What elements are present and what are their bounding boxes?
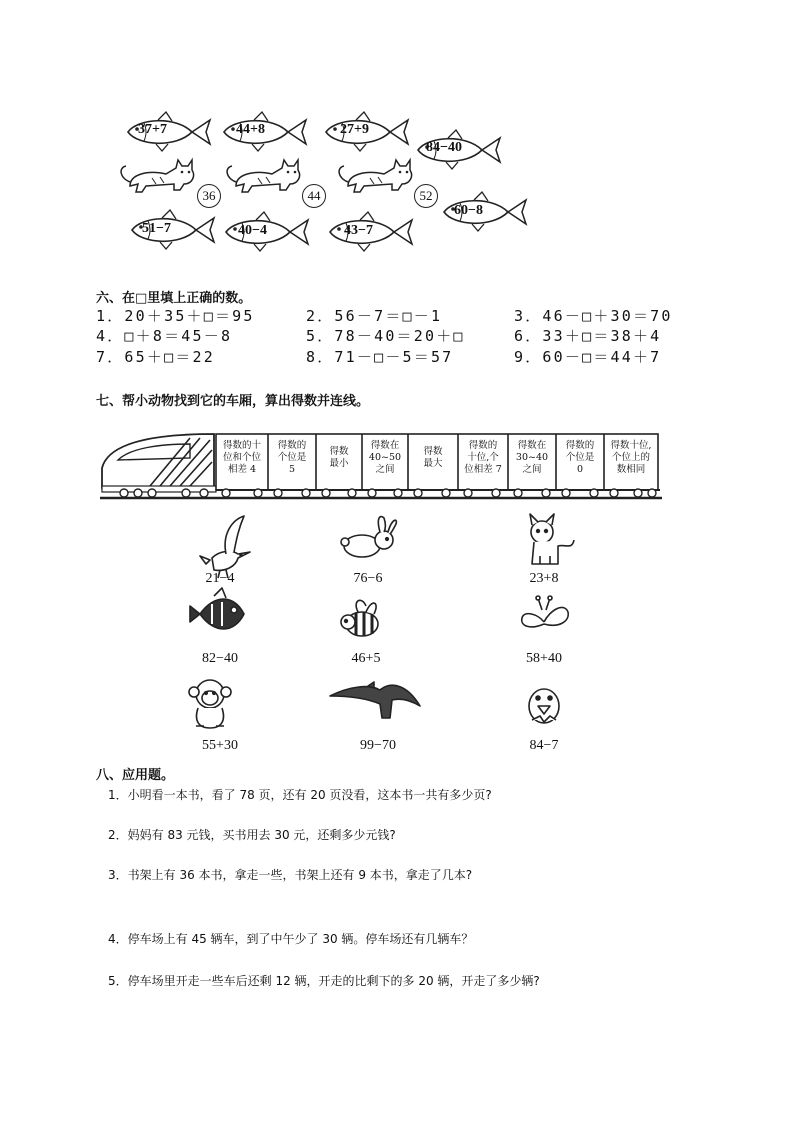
car-text-line: 最大	[423, 458, 443, 469]
cat-number: 52	[414, 184, 438, 208]
car-text-line: 数相同	[616, 464, 646, 475]
animal-expr-butterfly: 58+40	[526, 651, 562, 666]
animal-expr-rabbit: 76−6	[353, 571, 383, 586]
car-text-line: 得数在	[517, 440, 547, 451]
car-text-line: 得数十位,	[610, 440, 652, 451]
animal-expr-cat: 23+8	[529, 571, 559, 586]
section8-title: 八、应用题。	[96, 768, 175, 783]
cat-number: 36	[197, 184, 221, 208]
bee-icon	[341, 600, 378, 636]
animal-expr-fish: 82−40	[202, 651, 238, 666]
train-car-5[interactable]	[408, 446, 458, 470]
animal-expr-chick: 84−7	[529, 738, 559, 753]
equation-7: 7．65＋□＝22	[96, 348, 215, 366]
equation-5: 5．78－40＝20＋□	[306, 327, 465, 345]
cat-number: 44	[302, 184, 326, 208]
word-problem-5: 5．停车场里开走一些车后还剩 12 辆，开走的比剩下的多 20 辆，开走了多少辆?	[108, 974, 540, 988]
equation-4: 4．□＋8＝45－8	[96, 327, 233, 345]
car-text-line: 得数的	[468, 440, 498, 451]
car-text-line: 相差 4	[227, 464, 257, 475]
car-text-line: 位相差 7	[464, 464, 502, 475]
car-text-line: 得数在	[370, 440, 400, 451]
car-text-line: 之间	[375, 464, 395, 475]
train-car-2[interactable]	[268, 440, 316, 476]
section7-title: 七、帮小动物找到它的车厢，算出得数并连线。	[96, 394, 370, 409]
cat-1	[121, 160, 194, 192]
cat-2	[227, 160, 300, 192]
word-problem-1: 1．小明看一本书，看了 78 页，还有 20 页没看，这本书一共有多少页?	[108, 788, 492, 802]
animals-illustration	[0, 510, 794, 760]
car-text-line: 30~40	[515, 452, 549, 463]
car-text-line: 得数的	[277, 440, 307, 451]
car-text-line: 最小	[329, 458, 349, 469]
cat-3	[339, 160, 412, 192]
fish-cat-illustration	[0, 0, 794, 260]
fish-label: 51−7	[142, 221, 171, 236]
animal-expr-monkey: 55+30	[202, 738, 238, 753]
car-text-line: 个位上的	[611, 452, 650, 463]
train-car-4[interactable]	[362, 440, 408, 476]
car-text-line: 5	[288, 464, 296, 475]
fish-label: 60−8	[454, 203, 483, 218]
chick-icon	[529, 689, 559, 723]
equation-6: 6．33＋□＝38＋4	[514, 327, 662, 345]
car-text-line: 得数	[329, 446, 349, 457]
car-text-line: 个位是	[565, 452, 595, 463]
word-problem-2: 2．妈妈有 83 元钱，买书用去 30 元，还剩多少元钱?	[108, 828, 396, 842]
car-text-line: 十位,个	[467, 452, 499, 463]
fish-label: 43−7	[344, 223, 373, 238]
train-car-6[interactable]	[458, 440, 508, 476]
eagle-icon	[330, 682, 420, 718]
car-text-line: 得数的十	[222, 440, 261, 451]
car-text-line: 得数的	[565, 440, 595, 451]
cat-icon	[530, 514, 574, 564]
bird-icon	[200, 516, 250, 578]
equation-2: 2．56－7＝□－1	[306, 307, 443, 325]
word-problem-4: 4．停车场上有 45 辆车，到了中午少了 30 辆。停车场还有几辆车？	[108, 932, 474, 946]
equation-8: 8．71－□－5＝57	[306, 348, 454, 366]
animal-expr-bird: 21−4	[205, 571, 235, 586]
equation-1: 1．20＋35＋□＝95	[96, 307, 255, 325]
animal-expr-bee: 46+5	[351, 651, 381, 666]
car-text-line: 个位是	[277, 452, 307, 463]
animal-expr-eagle: 99−70	[360, 738, 396, 753]
fish-label: 84−40	[426, 140, 462, 155]
car-text-line: 40~50	[368, 452, 402, 463]
word-problem-3: 3．书架上有 36 本书，拿走一些，书架上还有 9 本书，拿走了几本?	[108, 868, 473, 882]
fish-animal-icon	[190, 588, 244, 629]
rabbit-icon	[341, 517, 396, 557]
train-car-1[interactable]	[216, 440, 268, 476]
fish-label: 37+7	[138, 122, 167, 137]
train-car-3[interactable]	[316, 446, 362, 470]
section6-title: 六、在□里填上正确的数。	[96, 291, 252, 306]
train-car-9[interactable]	[604, 440, 658, 476]
train-car-8[interactable]	[556, 440, 604, 476]
monkey-icon	[189, 680, 231, 728]
car-text-line: 位和个位	[222, 452, 261, 463]
fish-label: 40−4	[238, 223, 267, 238]
equation-3: 3．46－□＋30＝70	[514, 307, 673, 325]
car-text-line: 得数	[423, 446, 443, 457]
car-text-line: 0	[576, 464, 584, 475]
train-car-7[interactable]	[508, 440, 556, 476]
fish-label: 27+9	[340, 122, 369, 137]
fish-label: 44+8	[236, 122, 265, 137]
equation-9: 9．60－□＝44＋7	[514, 348, 662, 366]
butterfly-icon	[522, 596, 568, 627]
car-text-line: 之间	[522, 464, 542, 475]
